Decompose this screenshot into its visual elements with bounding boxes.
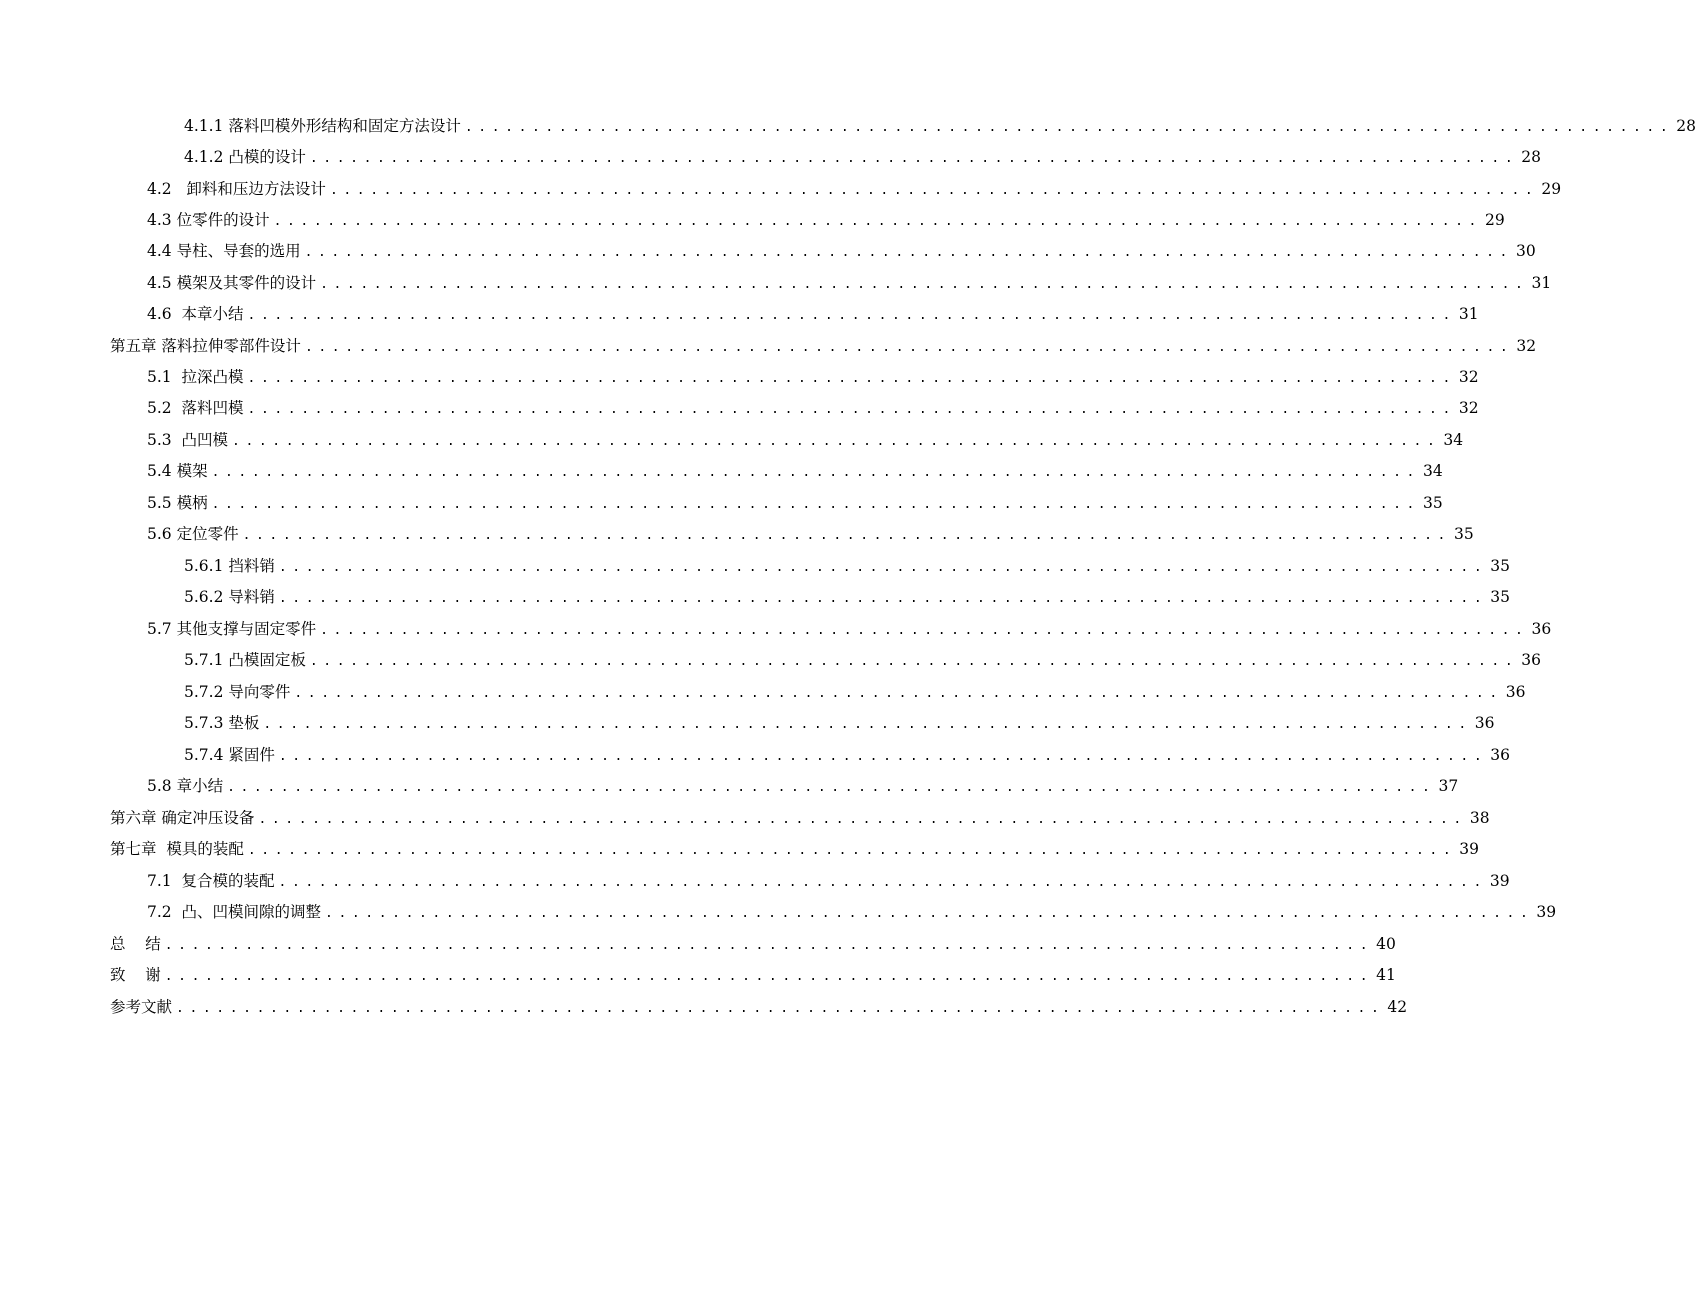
toc-entry [184,682,1526,702]
toc-page-number: 34 [1422,462,1443,480]
toc-entry [110,934,1396,954]
toc-dot-leader: .......................................................................................... [247,843,1457,858]
toc-entry-label: 4.2 卸料和压边方法设计 [147,180,326,198]
toc-entry [147,430,1464,450]
toc-dot-leader: .......................................................................................... [304,245,1513,260]
toc-entry-label: 5.6 定位零件 [147,525,239,543]
toc-entry [147,776,1459,796]
toc-entry-label: 4.3 位零件的设计 [147,211,270,229]
toc-entry-label: 4.1.1 落料凹模外形结构和固定方法设计 [184,117,461,135]
toc-dot-leader: .......................................................................................... [325,906,1534,921]
toc-dot-leader: .......................................................................................... [278,591,1488,606]
toc-entry [110,965,1396,985]
toc-dot-leader: .......................................................................................... [320,277,1529,292]
toc-page-number: 37 [1438,777,1459,795]
toc-entry [147,304,1479,324]
toc-entry-label: 5.4 模架 [147,462,208,480]
toc-entry [147,241,1536,261]
toc-page-number: 35 [1453,525,1474,543]
toc-entry [184,116,1696,136]
toc-entry-label: 5.6.1 挡料销 [184,557,275,575]
toc-dot-leader: .......................................................................................... [164,938,1374,953]
toc-dot-leader: .......................................................................................... [263,717,1472,732]
toc-page-number: 34 [1443,431,1464,449]
toc-entry [184,147,1542,167]
toc-entry [110,997,1408,1017]
toc-entry-label: 4.4 导柱、导套的选用 [147,242,301,260]
toc-page-number: 38 [1469,809,1490,827]
toc-dot-leader: .......................................................................................... [278,560,1488,575]
toc-dot-leader: .......................................................................................... [247,371,1456,386]
toc-page-number: 36 [1490,746,1511,764]
toc-page-number: 28 [1521,148,1542,166]
toc-entry-label: 5.6.2 导料销 [184,588,275,606]
toc-dot-leader: .......................................................................................... [309,654,1519,669]
toc-dot-leader: .......................................................................................... [320,623,1529,638]
toc-entry-label: 致 谢 [110,966,161,984]
toc-dot-leader: .......................................................................................... [329,183,1539,198]
toc-page-number: 39 [1536,903,1557,921]
toc-dot-leader: .......................................................................................... [304,340,1514,355]
toc-entry-label: 5.8 章小结 [147,777,224,795]
toc-entry [147,179,1562,199]
toc-dot-leader: .......................................................................................... [309,151,1519,166]
toc-entry-label: 第五章 落料拉伸零部件设计 [110,337,301,355]
toc-entry-label: 4.5 模架及其零件的设计 [147,274,317,292]
toc-page-number: 29 [1541,180,1562,198]
toc-entry [110,839,1479,859]
toc-entry [147,524,1474,544]
toc-entry-label: 第七章 模具的装配 [110,840,244,858]
toc-page-number: 36 [1474,714,1495,732]
toc-dot-leader: .......................................................................................... [278,875,1487,890]
toc-entry [184,713,1495,733]
toc-entry-label: 5.7.1 凸模固定板 [184,651,306,669]
toc-entry [147,902,1557,922]
toc-dot-leader: .......................................................................................... [294,686,1503,701]
toc-page-number: 35 [1490,557,1511,575]
toc-entry [147,461,1443,481]
toc-dot-leader: .......................................................................................... [242,528,1451,543]
toc-dot-leader: .......................................................................................... [176,1001,1385,1016]
toc-entry-label: 5.7.3 垫板 [184,714,260,732]
toc-entry-label: 5.7 其他支撑与固定零件 [147,620,317,638]
toc-entry [147,493,1443,513]
toc-entry-label: 5.2 落料凹模 [147,399,244,417]
toc-page-number: 32 [1458,368,1479,386]
toc-dot-leader: .......................................................................................... [227,780,1436,795]
toc-page-number: 28 [1676,117,1696,135]
toc-page-number: 39 [1459,840,1479,858]
toc-entry-label: 第六章 确定冲压设备 [110,809,255,827]
toc-entry [147,210,1505,230]
toc-page-number: 36 [1531,620,1552,638]
toc-entry [147,367,1479,387]
toc-dot-leader: .......................................................................................... [232,434,1441,449]
toc-entry [184,650,1542,670]
toc-entry [110,336,1537,356]
toc-dot-leader: .......................................................................................... [247,402,1456,417]
toc-entry-label: 总 结 [110,935,161,953]
toc-page-number: 39 [1489,872,1510,890]
toc-entry [184,745,1511,765]
toc-entry [147,273,1552,293]
toc-page-number: 32 [1458,399,1479,417]
toc-entry [184,556,1511,576]
toc-dot-leader: .......................................................................................... [211,497,1420,512]
toc-entry-label: 参考文献 [110,998,173,1016]
toc-page-number: 31 [1531,274,1552,292]
toc-entry-label: 5.3 凸凹模 [147,431,229,449]
toc-page-number: 40 [1376,935,1396,953]
toc-dot-leader: .......................................................................................... [247,308,1456,323]
toc-entry [147,871,1510,891]
toc-dot-leader: .......................................................................................... [164,969,1374,984]
toc-page-number: 36 [1521,651,1542,669]
toc-dot-leader: .......................................................................................... [211,465,1420,480]
toc-page-number: 31 [1458,305,1479,323]
toc-dot-leader: .......................................................................................... [258,812,1467,827]
toc-entry-label: 7.2 凸、凹模间隙的调整 [147,903,322,921]
toc-entry-label: 5.1 拉深凸模 [147,368,244,386]
toc-dot-leader: .......................................................................................... [464,120,1674,135]
toc-page-number: 29 [1484,211,1505,229]
toc-entry [110,808,1490,828]
toc-entry-label: 5.7.2 导向零件 [184,683,291,701]
toc-entry [147,398,1479,418]
toc-page-number: 30 [1515,242,1536,260]
toc-page-number: 36 [1505,683,1526,701]
toc-entry-label: 7.1 复合模的装配 [147,872,275,890]
toc-entry-label: 5.7.4 紧固件 [184,746,275,764]
toc-entry-label: 5.5 模柄 [147,494,208,512]
toc-dot-leader: .......................................................................................... [278,749,1488,764]
toc-entry [147,619,1552,639]
toc-entry-label: 4.6 本章小结 [147,305,244,323]
toc-page-number: 41 [1376,966,1396,984]
toc-page-number: 35 [1422,494,1443,512]
toc-page-number: 35 [1490,588,1511,606]
toc-page-number: 32 [1516,337,1537,355]
toc-entry [184,587,1511,607]
toc-entry-label: 4.1.2 凸模的设计 [184,148,306,166]
toc-dot-leader: .......................................................................................... [273,214,1482,229]
toc-page-number: 42 [1387,998,1408,1016]
